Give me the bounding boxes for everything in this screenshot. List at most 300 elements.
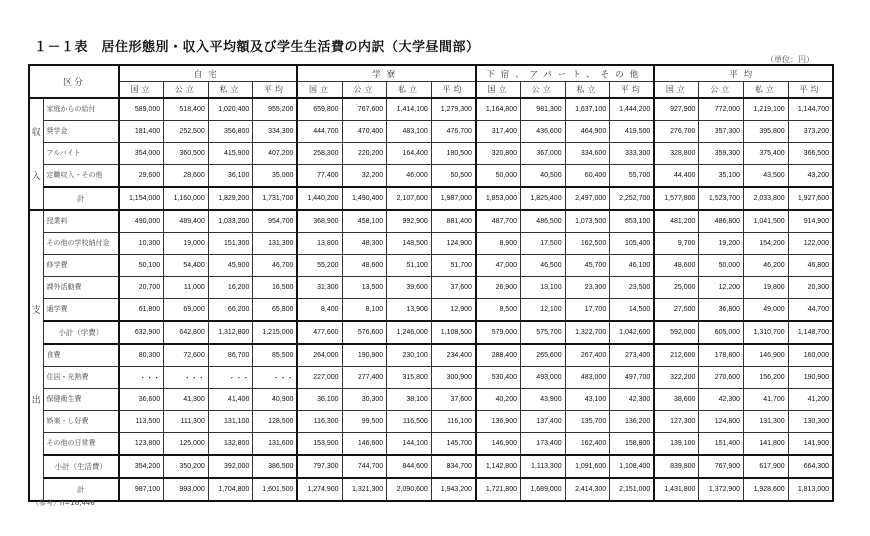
- value-cell: 395,800: [744, 121, 789, 143]
- value-cell: 1,091,600: [565, 455, 610, 478]
- value-cell: 436,600: [521, 121, 566, 143]
- value-cell: 1,825,400: [521, 187, 566, 210]
- value-cell: 212,600: [654, 344, 699, 367]
- header-school-type: 国立: [654, 82, 699, 99]
- value-cell: 50,100: [119, 255, 164, 277]
- value-cell: 1,431,800: [654, 478, 699, 501]
- value-cell: 333,300: [610, 143, 655, 165]
- value-cell: 69,000: [164, 299, 209, 322]
- value-cell: 1,108,400: [610, 455, 655, 478]
- header-school-type: 国立: [119, 82, 164, 99]
- value-cell: 1,829,200: [208, 187, 253, 210]
- row-label: 課外活動費: [43, 277, 119, 299]
- value-cell: 135,700: [565, 411, 610, 433]
- value-cell: 77,400: [297, 165, 342, 188]
- value-cell: 375,400: [744, 143, 789, 165]
- header-school-type: 公立: [164, 82, 209, 99]
- value-cell: 1,928,600: [744, 478, 789, 501]
- value-cell: 881,400: [431, 210, 476, 233]
- value-cell: 46,500: [521, 255, 566, 277]
- value-cell: 38,600: [654, 389, 699, 411]
- value-cell: 36,100: [208, 165, 253, 188]
- value-cell: 124,800: [699, 411, 744, 433]
- value-cell: 124,900: [431, 233, 476, 255]
- section-label: [29, 187, 43, 210]
- value-cell: 1,927,600: [788, 187, 833, 210]
- value-cell: 993,000: [164, 478, 209, 501]
- value-cell: 270,600: [699, 367, 744, 389]
- value-cell: 350,200: [164, 455, 209, 478]
- value-cell: 55,200: [297, 255, 342, 277]
- value-cell: 258,300: [297, 143, 342, 165]
- value-cell: 642,800: [164, 321, 209, 344]
- value-cell: 407,200: [253, 143, 298, 165]
- section-label: [29, 277, 43, 299]
- row-label: 小計（学費）: [43, 321, 119, 344]
- value-cell: 1,490,400: [342, 187, 387, 210]
- value-cell: 28,600: [164, 165, 209, 188]
- table-row: [29, 233, 833, 255]
- value-cell: 458,100: [342, 210, 387, 233]
- value-cell: 12,900: [431, 299, 476, 322]
- value-cell: 1,148,700: [788, 321, 833, 344]
- value-cell: 1,440,200: [297, 187, 342, 210]
- value-cell: 797,300: [297, 455, 342, 478]
- value-cell: 16,500: [253, 277, 298, 299]
- value-cell: 2,497,000: [565, 187, 610, 210]
- value-cell: 136,900: [476, 411, 521, 433]
- value-cell: 51,700: [431, 255, 476, 277]
- value-cell: 37,600: [431, 277, 476, 299]
- value-cell: 579,000: [476, 321, 521, 344]
- value-cell: 334,600: [565, 143, 610, 165]
- value-cell: 17,500: [521, 233, 566, 255]
- value-cell: 162,400: [565, 433, 610, 456]
- value-cell: 300,900: [431, 367, 476, 389]
- value-cell: 139,100: [654, 433, 699, 456]
- value-cell: 1,113,300: [521, 455, 566, 478]
- value-cell: 31,300: [297, 277, 342, 299]
- value-cell: 148,500: [387, 233, 432, 255]
- value-cell: 981,300: [521, 98, 566, 121]
- header-school-type: 公立: [699, 82, 744, 99]
- value-cell: 1,042,600: [610, 321, 655, 344]
- table-row: [29, 321, 833, 344]
- row-label: 小計（生活費）: [43, 455, 119, 478]
- value-cell: 132,800: [208, 433, 253, 456]
- value-cell: 493,000: [521, 367, 566, 389]
- value-cell: 43,200: [788, 165, 833, 188]
- value-cell: 146,600: [342, 433, 387, 456]
- value-cell: 160,000: [788, 344, 833, 367]
- table-row: [29, 210, 833, 233]
- section-label: [29, 321, 43, 344]
- table-row: [29, 121, 833, 143]
- unit-label: （単位：円）: [766, 55, 814, 64]
- value-cell: 144,100: [387, 433, 432, 456]
- value-cell: 273,400: [610, 344, 655, 367]
- value-cell: 40,500: [521, 165, 566, 188]
- value-cell: 72,600: [164, 344, 209, 367]
- value-cell: 116,100: [431, 411, 476, 433]
- value-cell: 141,800: [744, 433, 789, 456]
- value-cell: 36,100: [297, 389, 342, 411]
- value-cell: 444,700: [297, 121, 342, 143]
- value-cell: 41,300: [164, 389, 209, 411]
- header-school-type: 平均: [431, 82, 476, 99]
- reference-note: （参考）n=16,446: [32, 499, 95, 507]
- value-cell: 483,100: [387, 121, 432, 143]
- value-cell: 44,700: [788, 299, 833, 322]
- value-cell: 954,700: [253, 210, 298, 233]
- value-cell: 2,033,800: [744, 187, 789, 210]
- value-cell: 322,200: [654, 367, 699, 389]
- value-cell: 37,600: [431, 389, 476, 411]
- value-cell: 11,000: [164, 277, 209, 299]
- value-cell: 111,300: [164, 411, 209, 433]
- header-category: 区分: [29, 65, 119, 98]
- value-cell: 392,000: [208, 455, 253, 478]
- value-cell: 419,500: [610, 121, 655, 143]
- value-cell: 141,900: [788, 433, 833, 456]
- value-cell: 49,000: [744, 299, 789, 322]
- row-label: その他の学校納付金: [43, 233, 119, 255]
- value-cell: 12,200: [699, 277, 744, 299]
- value-cell: 1,721,800: [476, 478, 521, 501]
- table-row: [29, 389, 833, 411]
- value-cell: 2,107,600: [387, 187, 432, 210]
- header-school-type: 私立: [208, 82, 253, 99]
- section-label: [29, 411, 43, 433]
- value-cell: 497,700: [610, 367, 655, 389]
- value-cell: 1,853,000: [476, 187, 521, 210]
- value-cell: 122,000: [788, 233, 833, 255]
- value-cell: 357,300: [699, 121, 744, 143]
- header-school-type: 平均: [610, 82, 655, 99]
- value-cell: 1,246,000: [387, 321, 432, 344]
- value-cell: 43,900: [521, 389, 566, 411]
- value-cell: 36,800: [699, 299, 744, 322]
- value-cell: 13,900: [387, 299, 432, 322]
- row-label: 計: [43, 478, 119, 501]
- value-cell: 373,200: [788, 121, 833, 143]
- value-cell: 158,800: [610, 433, 655, 456]
- value-cell: 48,300: [342, 233, 387, 255]
- value-cell: 767,900: [699, 455, 744, 478]
- value-cell: 123,800: [119, 433, 164, 456]
- value-cell: 29,600: [119, 165, 164, 188]
- value-cell: 51,100: [387, 255, 432, 277]
- value-cell: 476,700: [431, 121, 476, 143]
- value-cell: 1,073,500: [565, 210, 610, 233]
- value-cell: 173,400: [521, 433, 566, 456]
- value-cell: 113,500: [119, 411, 164, 433]
- table-row: [29, 255, 833, 277]
- value-cell: 368,900: [297, 210, 342, 233]
- table-row: [29, 478, 833, 501]
- value-cell: 518,400: [164, 98, 209, 121]
- value-cell: ・・・: [208, 367, 253, 389]
- section-label: [29, 143, 43, 165]
- value-cell: 46,000: [387, 165, 432, 188]
- value-cell: 1,020,400: [208, 98, 253, 121]
- value-cell: 839,800: [654, 455, 699, 478]
- value-cell: 1,444,200: [610, 98, 655, 121]
- value-cell: 632,900: [119, 321, 164, 344]
- value-cell: 36,600: [119, 389, 164, 411]
- value-cell: 659,800: [297, 98, 342, 121]
- value-cell: 80,300: [119, 344, 164, 367]
- value-cell: 50,000: [699, 255, 744, 277]
- value-cell: 987,100: [119, 478, 164, 501]
- living-expenses-table: [28, 64, 834, 502]
- value-cell: 66,200: [208, 299, 253, 322]
- value-cell: 927,900: [654, 98, 699, 121]
- value-cell: 116,500: [387, 411, 432, 433]
- value-cell: 277,400: [342, 367, 387, 389]
- value-cell: 1,041,500: [744, 210, 789, 233]
- value-cell: 12,100: [521, 299, 566, 322]
- value-cell: 14,500: [610, 299, 655, 322]
- value-cell: 1,219,100: [744, 98, 789, 121]
- value-cell: 48,600: [654, 255, 699, 277]
- value-cell: 1,164,800: [476, 98, 521, 121]
- value-cell: 464,900: [565, 121, 610, 143]
- value-cell: 27,500: [654, 299, 699, 322]
- table-row: [29, 433, 833, 456]
- value-cell: 354,200: [119, 455, 164, 478]
- header-school-type: 国立: [297, 82, 342, 99]
- value-cell: 1,142,800: [476, 455, 521, 478]
- value-cell: 489,400: [164, 210, 209, 233]
- header-school-type: 国立: [476, 82, 521, 99]
- value-cell: 328,800: [654, 143, 699, 165]
- value-cell: 605,000: [699, 321, 744, 344]
- value-cell: 1,033,200: [208, 210, 253, 233]
- value-cell: 252,500: [164, 121, 209, 143]
- row-label: 保健衛生費: [43, 389, 119, 411]
- value-cell: 1,310,700: [744, 321, 789, 344]
- value-cell: 530,400: [476, 367, 521, 389]
- value-cell: 45,900: [208, 255, 253, 277]
- value-cell: 46,200: [744, 255, 789, 277]
- value-cell: 40,900: [253, 389, 298, 411]
- value-cell: 2,252,700: [610, 187, 655, 210]
- row-label: 修学費: [43, 255, 119, 277]
- header-school-type: 公立: [342, 82, 387, 99]
- value-cell: 131,300: [744, 411, 789, 433]
- table-row: [29, 455, 833, 478]
- value-cell: 38,100: [387, 389, 432, 411]
- value-cell: 320,800: [476, 143, 521, 165]
- section-label: [29, 433, 43, 456]
- row-label: 通学費: [43, 299, 119, 322]
- value-cell: 486,800: [699, 210, 744, 233]
- value-cell: 844,600: [387, 455, 432, 478]
- header-school-type: 私立: [744, 82, 789, 99]
- value-cell: 116,300: [297, 411, 342, 433]
- value-cell: 1,689,000: [521, 478, 566, 501]
- row-label: 住居・光熱費: [43, 367, 119, 389]
- value-cell: ・・・: [119, 367, 164, 389]
- value-cell: 227,000: [297, 367, 342, 389]
- section-label: 支: [29, 299, 43, 322]
- table-row: [29, 277, 833, 299]
- header-school-type: 私立: [565, 82, 610, 99]
- value-cell: 767,600: [342, 98, 387, 121]
- value-cell: 356,800: [208, 121, 253, 143]
- value-cell: 40,200: [476, 389, 521, 411]
- value-cell: 181,400: [119, 121, 164, 143]
- value-cell: 9,700: [654, 233, 699, 255]
- value-cell: 1,144,700: [788, 98, 833, 121]
- value-cell: 20,300: [788, 277, 833, 299]
- value-cell: 487,700: [476, 210, 521, 233]
- header-group: 学寮: [297, 65, 475, 82]
- row-label: 娯楽・し好費: [43, 411, 119, 433]
- value-cell: 1,414,100: [387, 98, 432, 121]
- row-label: 家庭からの給付: [43, 98, 119, 121]
- value-cell: 26,900: [476, 277, 521, 299]
- value-cell: 35,000: [253, 165, 298, 188]
- value-cell: 1,731,700: [253, 187, 298, 210]
- value-cell: 146,900: [744, 344, 789, 367]
- value-cell: 8,400: [297, 299, 342, 322]
- value-cell: 367,000: [521, 143, 566, 165]
- table-row: [29, 411, 833, 433]
- value-cell: 1,523,700: [699, 187, 744, 210]
- value-cell: 470,400: [342, 121, 387, 143]
- value-cell: 334,300: [253, 121, 298, 143]
- value-cell: 153,900: [297, 433, 342, 456]
- value-cell: 220,200: [342, 143, 387, 165]
- value-cell: 1,108,500: [431, 321, 476, 344]
- value-cell: 32,200: [342, 165, 387, 188]
- value-cell: 19,000: [164, 233, 209, 255]
- value-cell: ・・・: [253, 367, 298, 389]
- value-cell: 8,900: [476, 233, 521, 255]
- table-row: [29, 344, 833, 367]
- value-cell: 50,000: [476, 165, 521, 188]
- row-label: アルバイト: [43, 143, 119, 165]
- value-cell: 99,500: [342, 411, 387, 433]
- row-label: 奨学金: [43, 121, 119, 143]
- value-cell: 1,943,200: [431, 478, 476, 501]
- value-cell: 2,090,600: [387, 478, 432, 501]
- value-cell: 17,700: [565, 299, 610, 322]
- value-cell: 617,900: [744, 455, 789, 478]
- value-cell: 490,000: [119, 210, 164, 233]
- value-cell: 43,100: [565, 389, 610, 411]
- value-cell: 354,000: [119, 143, 164, 165]
- value-cell: 19,200: [699, 233, 744, 255]
- value-cell: 8,500: [476, 299, 521, 322]
- value-cell: 131,600: [253, 433, 298, 456]
- header-group: 自宅: [119, 65, 297, 82]
- value-cell: 146,900: [476, 433, 521, 456]
- value-cell: 772,000: [699, 98, 744, 121]
- value-cell: 154,200: [744, 233, 789, 255]
- value-cell: 1,321,300: [342, 478, 387, 501]
- value-cell: 1,215,000: [253, 321, 298, 344]
- value-cell: 1,577,800: [654, 187, 699, 210]
- section-label: [29, 233, 43, 255]
- value-cell: 131,100: [208, 411, 253, 433]
- value-cell: 23,500: [610, 277, 655, 299]
- value-cell: 46,100: [610, 255, 655, 277]
- value-cell: 288,400: [476, 344, 521, 367]
- table-row: [29, 299, 833, 322]
- value-cell: 575,700: [521, 321, 566, 344]
- value-cell: 1,372,900: [699, 478, 744, 501]
- value-cell: 54,400: [164, 255, 209, 277]
- section-label: [29, 455, 43, 478]
- value-cell: 914,900: [788, 210, 833, 233]
- value-cell: 50,500: [431, 165, 476, 188]
- value-cell: 359,300: [699, 143, 744, 165]
- value-cell: 43,500: [744, 165, 789, 188]
- value-cell: 955,200: [253, 98, 298, 121]
- value-cell: 19,800: [744, 277, 789, 299]
- value-cell: 164,400: [387, 143, 432, 165]
- value-cell: 30,300: [342, 389, 387, 411]
- value-cell: 190,900: [342, 344, 387, 367]
- value-cell: 46,700: [253, 255, 298, 277]
- value-cell: 20,700: [119, 277, 164, 299]
- value-cell: 1,601,500: [253, 478, 298, 501]
- value-cell: 13,500: [342, 277, 387, 299]
- value-cell: 16,200: [208, 277, 253, 299]
- value-cell: 42,300: [610, 389, 655, 411]
- value-cell: ・・・: [164, 367, 209, 389]
- value-cell: 1,160,000: [164, 187, 209, 210]
- value-cell: 664,300: [788, 455, 833, 478]
- table-row: [29, 187, 833, 210]
- value-cell: 1,987,000: [431, 187, 476, 210]
- value-cell: 589,000: [119, 98, 164, 121]
- value-cell: 127,300: [654, 411, 699, 433]
- value-cell: 265,600: [521, 344, 566, 367]
- value-cell: 190,900: [788, 367, 833, 389]
- value-cell: 145,700: [431, 433, 476, 456]
- value-cell: 128,500: [253, 411, 298, 433]
- value-cell: 1,322,700: [565, 321, 610, 344]
- header-school-type: 平均: [253, 82, 298, 99]
- value-cell: 477,600: [297, 321, 342, 344]
- value-cell: 366,500: [788, 143, 833, 165]
- header-group: 平均: [654, 65, 833, 82]
- value-cell: 317,400: [476, 121, 521, 143]
- value-cell: 46,800: [788, 255, 833, 277]
- value-cell: 386,500: [253, 455, 298, 478]
- value-cell: 45,700: [565, 255, 610, 277]
- value-cell: 48,600: [342, 255, 387, 277]
- value-cell: 360,500: [164, 143, 209, 165]
- value-cell: 105,400: [610, 233, 655, 255]
- value-cell: 486,500: [521, 210, 566, 233]
- table-row: [29, 165, 833, 188]
- value-cell: 483,000: [565, 367, 610, 389]
- value-cell: 85,500: [253, 344, 298, 367]
- value-cell: 178,800: [699, 344, 744, 367]
- value-cell: 42,300: [699, 389, 744, 411]
- section-label: [29, 210, 43, 233]
- value-cell: 136,200: [610, 411, 655, 433]
- row-label: 定職収入・その他: [43, 165, 119, 188]
- value-cell: 1,312,800: [208, 321, 253, 344]
- value-cell: 39,600: [387, 277, 432, 299]
- value-cell: 13,100: [521, 277, 566, 299]
